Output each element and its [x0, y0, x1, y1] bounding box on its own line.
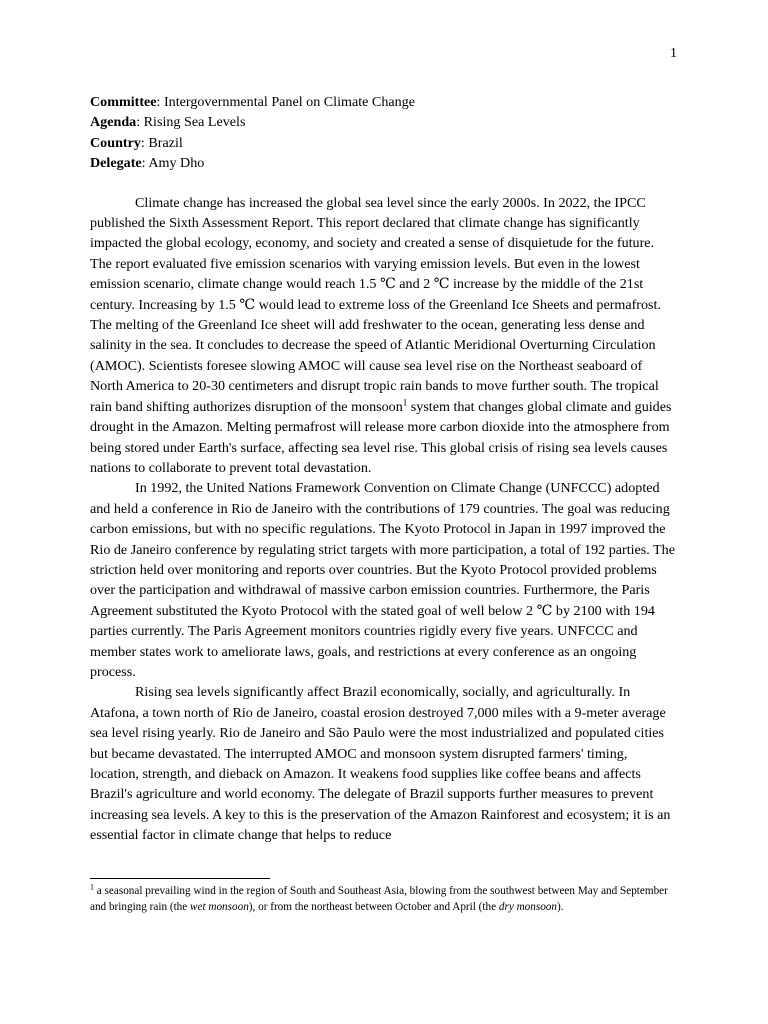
agenda-value: : Rising Sea Levels — [136, 114, 246, 131]
footnote-text-2: ), or from the northeast between October and April (the — [248, 900, 499, 913]
country-line — [90, 133, 678, 153]
document-body — [90, 92, 678, 846]
country-value: : Brazil — [140, 134, 183, 151]
footnote — [90, 884, 678, 915]
paragraph-2: In 1992, the United Nations Framework Convention on Climate Change (UNFCCC) adopted and held a conference in Rio de Janeiro with the contributions of 179 countries. The goal was reducing carbon emissions, but with no specific regulations. The Kyoto Protocol in Japan in 1997 improved the Rio de Janeiro conference by regulating strict targets with more participation, a total of 192 parties. The striction held over monitoring and reports over countries. But the Kyoto Protocol provided problems over the participation and withdrawal of massive carbon emission countries. Furthermore, the Paris Agreement substituted the Kyoto Protocol with the stated goal of well below 2 ℃ by 2100 with 194 parties currently. The Paris Agreement monitors countries rigidly every five years. UNFCCC and member states work to ameliorate laws, goals, and restrictions at every conference as an ongoing process. — [90, 480, 675, 680]
footnote-divider — [90, 878, 270, 879]
paragraph-1 — [90, 193, 678, 479]
agenda-label: Agenda — [90, 114, 137, 131]
footnote-marker: 1 — [90, 882, 94, 892]
footnote-italic-wet-monsoon: wet monsoon — [190, 900, 249, 913]
footnote-italic-dry-monsoon: dry monsoon — [498, 900, 557, 913]
paragraph-3: Rising sea levels significantly affect Brazil economically, socially, and agriculturally. In Atafona, a town north of Rio de Janeiro, coastal erosion destroyed 7,000 miles with a 9-meter average sea level rising yearly. Rio de Janeiro and São Paulo were the most industrialized and populated cities but became devastated. The interrupted AMOC and monsoon system disrupted farmers' timing, location, strength, and dieback on Amazon. It weakens food supplies like coffee beans and affects Brazil's agriculture and world economy. The delegate of Brazil supports further measures to prevent increasing sea levels. A key to this is the preservation of the Amazon Rainforest and ecosystem; it is an essential factor in climate change that helps to reduce — [90, 684, 671, 844]
footnote-text-3: ). — [557, 900, 564, 913]
committee-line — [90, 92, 678, 112]
delegate-label: Delegate — [90, 155, 142, 172]
country-label: Country — [90, 134, 141, 151]
footnote-reference[interactable]: 1 — [402, 397, 408, 407]
position-paper-header — [90, 92, 678, 174]
agenda-line — [90, 112, 678, 132]
page-number: 1 — [670, 46, 677, 61]
committee-label: Committee — [90, 94, 157, 110]
paragraph-1-text-a: Climate change has increased the global sea level since the early 2000s. In 2022, the IPCC published the Sixth Assessment Report. This report declared that climate change has significantly impacted the global ecology, economy, and society and created a sense of disquietude for the future. The report evaluated five emission scenarios with varying emission levels. But even in the lowest emission scenario, climate change would reach 1.5 ℃ and 2 ℃ increase by the middle of the 21st century. Increasing by 1.5 ℃ would lead to extreme loss of the Greenland Ice Sheets and permafrost. The melting of the Greenland Ice sheet will add freshwater to the ocean, generating less dense and salinity in the sea. It concludes to decrease the speed of Atlantic Meridional Overturning Circulation (AMOC). Scientists foresee slowing AMOC will cause sea level rise on the Northeast seaboard of North America to 20-30 centimeters and disrupt tropic rain bands to move further south. The tropical rain band shifting authorizes disruption of the monsoon — [90, 194, 661, 415]
footnote-text-1: a seasonal prevailing wind in the region of South and Southeast Asia, blowing from the southwest between May and September and bringing rain (the — [90, 885, 668, 913]
delegate-value: : Amy Dho — [141, 155, 205, 172]
paragraph-1-text-b: system that changes global climate and guides drought in the Amazon. Melting permafrost will release more carbon dioxide into the atmosphere from being stored under Earth's surface, affecting sea level rise. This global crisis of rising sea levels causes nations to collaborate to prevent total devastation. — [90, 398, 672, 476]
delegate-line — [90, 153, 678, 173]
committee-value: : Intergovernmental Panel on Climate Change — [156, 94, 415, 110]
